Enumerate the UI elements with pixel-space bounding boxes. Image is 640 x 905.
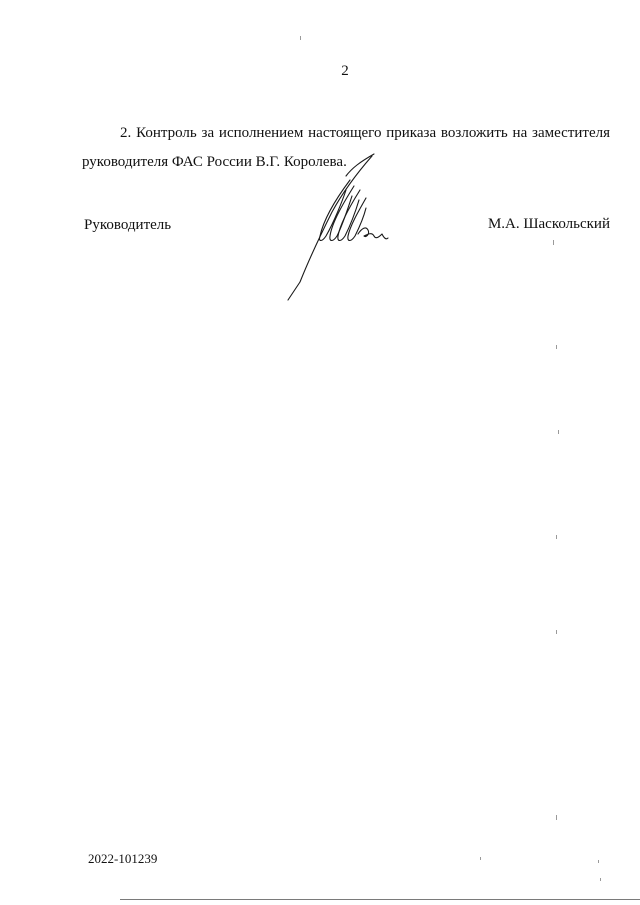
registration-number: 2022-101239 [88, 851, 158, 866]
order-paragraph: 2. Контроль за исполнением настоящего приказа возложить на заместителя руководителя ФАС России В.Г. Королева. [82, 125, 610, 170]
scan-bottom-edge [120, 899, 640, 900]
handwritten-signature [280, 150, 400, 305]
signatory-name: М.А. Шаскольский [487, 216, 610, 232]
signatory-title: Руководитель [84, 217, 172, 233]
page-number: 2 [341, 63, 349, 79]
